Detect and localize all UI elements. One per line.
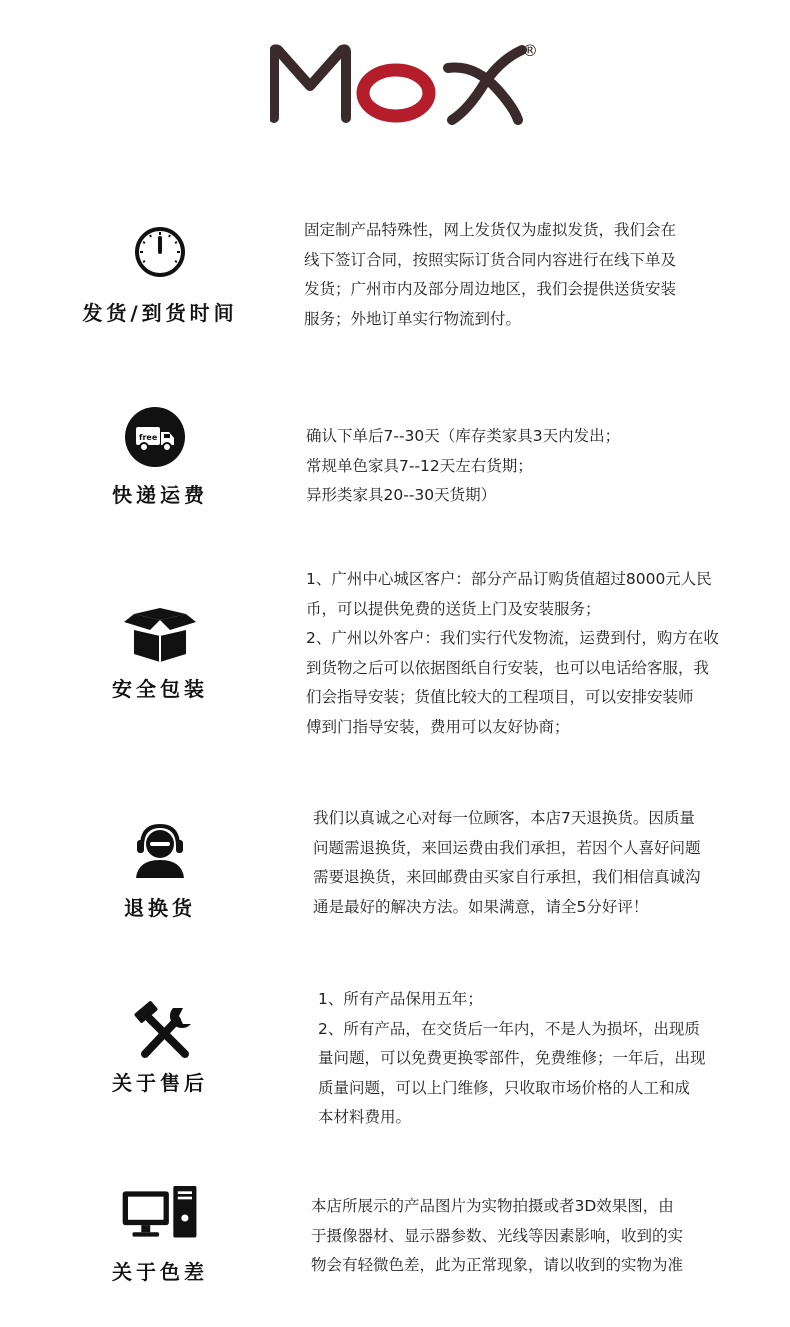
text-line: 我们以真诚之心对每一位顾客，本店7天退换货。因质量 — [313, 809, 695, 827]
text-line: 1、所有产品保用五年； — [318, 990, 483, 1008]
computer-icon — [120, 1178, 200, 1258]
text-line: 需要退换货，来回邮费由买家自行承担，我们相信真诚沟 — [313, 868, 701, 886]
free-truck-icon — [115, 397, 195, 477]
mox-logo-icon — [270, 38, 545, 128]
free-label: free — [139, 433, 158, 442]
registered-mark: ® — [522, 41, 538, 60]
section-title-shipping-fee: 快递运费 — [112, 483, 208, 507]
text-line: 质量问题，可以上门维修，只收取市场价格的人工和成 — [318, 1078, 691, 1097]
section-text-delivery-time — [304, 216, 676, 334]
text-line: 发货；广州市内及部分周边地区，我们会提供送货安装 — [304, 280, 677, 298]
text-line: 于摄像器材、显示器参数、光线等因素影响，收到的实 — [311, 1226, 684, 1245]
text-line: 确认下单后7--30天（库存类家具3天内发出； — [306, 427, 621, 445]
section-text-packaging — [306, 565, 719, 742]
text-line: 物会有轻微色差，此为正常现象，请以收到的实物为准 — [311, 1256, 684, 1274]
text-line: 线下签订合同，按照实际订货合同内容进行在线下单及 — [304, 250, 677, 269]
section-text-after-sales — [318, 985, 706, 1133]
section-title-after-sales: 关于售后 — [112, 1071, 208, 1095]
text-line: 本材料费用。 — [318, 1108, 412, 1126]
box-icon — [120, 592, 200, 672]
text-line: 量问题，可以免费更换零部件，免费维修；一年后，出现 — [318, 1049, 706, 1067]
text-line: 服务；外地订单实行物流到付。 — [304, 309, 522, 328]
section-title-return-exchange: 退换货 — [124, 896, 196, 920]
text-line: 2、所有产品，在交货后一年内，不是人为损坏，出现质 — [318, 1019, 700, 1038]
text-line: 本店所展示的产品图片为实物拍摄或者3D效果图，由 — [311, 1197, 674, 1215]
text-line: 问题需退换货，来回运费由我们承担，若因个人喜好问题 — [313, 838, 701, 857]
text-line: 2、广州以外客户：我们实行代发物流，运费到付，购方在收 — [306, 629, 719, 647]
headset-icon — [120, 812, 200, 892]
text-line: 到货物之后可以依据图纸自行安装，也可以电话给客服，我 — [306, 658, 710, 677]
text-line: 币，可以提供免费的送货上门及安装服务； — [306, 599, 601, 618]
section-title-delivery-time: 发货/到货时间 — [82, 301, 238, 325]
section-text-return-exchange — [313, 804, 701, 922]
tools-icon — [125, 990, 205, 1070]
section-text-shipping-fee — [306, 422, 620, 511]
text-line: 通是最好的解决方法。如果满意，请全5分好评！ — [313, 897, 649, 916]
text-line: 们会指导安装；货值比较大的工程项目，可以安排安装师 — [306, 688, 694, 706]
section-title-packaging: 安全包装 — [112, 677, 208, 701]
section-title-color-difference: 关于色差 — [112, 1260, 208, 1284]
text-line: 1、广州中心城区客户：部分产品订购货值超过8000元人民 — [306, 570, 712, 588]
text-line: 常规单色家具7--12天左右货期； — [306, 456, 533, 475]
text-line: 傅到门指导安装，费用可以友好协商； — [306, 717, 570, 736]
brand-logo — [270, 38, 545, 128]
section-text-color-difference — [311, 1192, 683, 1281]
text-line: 异形类家具20--30天货期） — [306, 486, 497, 504]
clock-icon — [120, 212, 200, 292]
text-line: 固定制产品特殊性，网上发货仅为虚拟发货，我们会在 — [304, 221, 677, 239]
